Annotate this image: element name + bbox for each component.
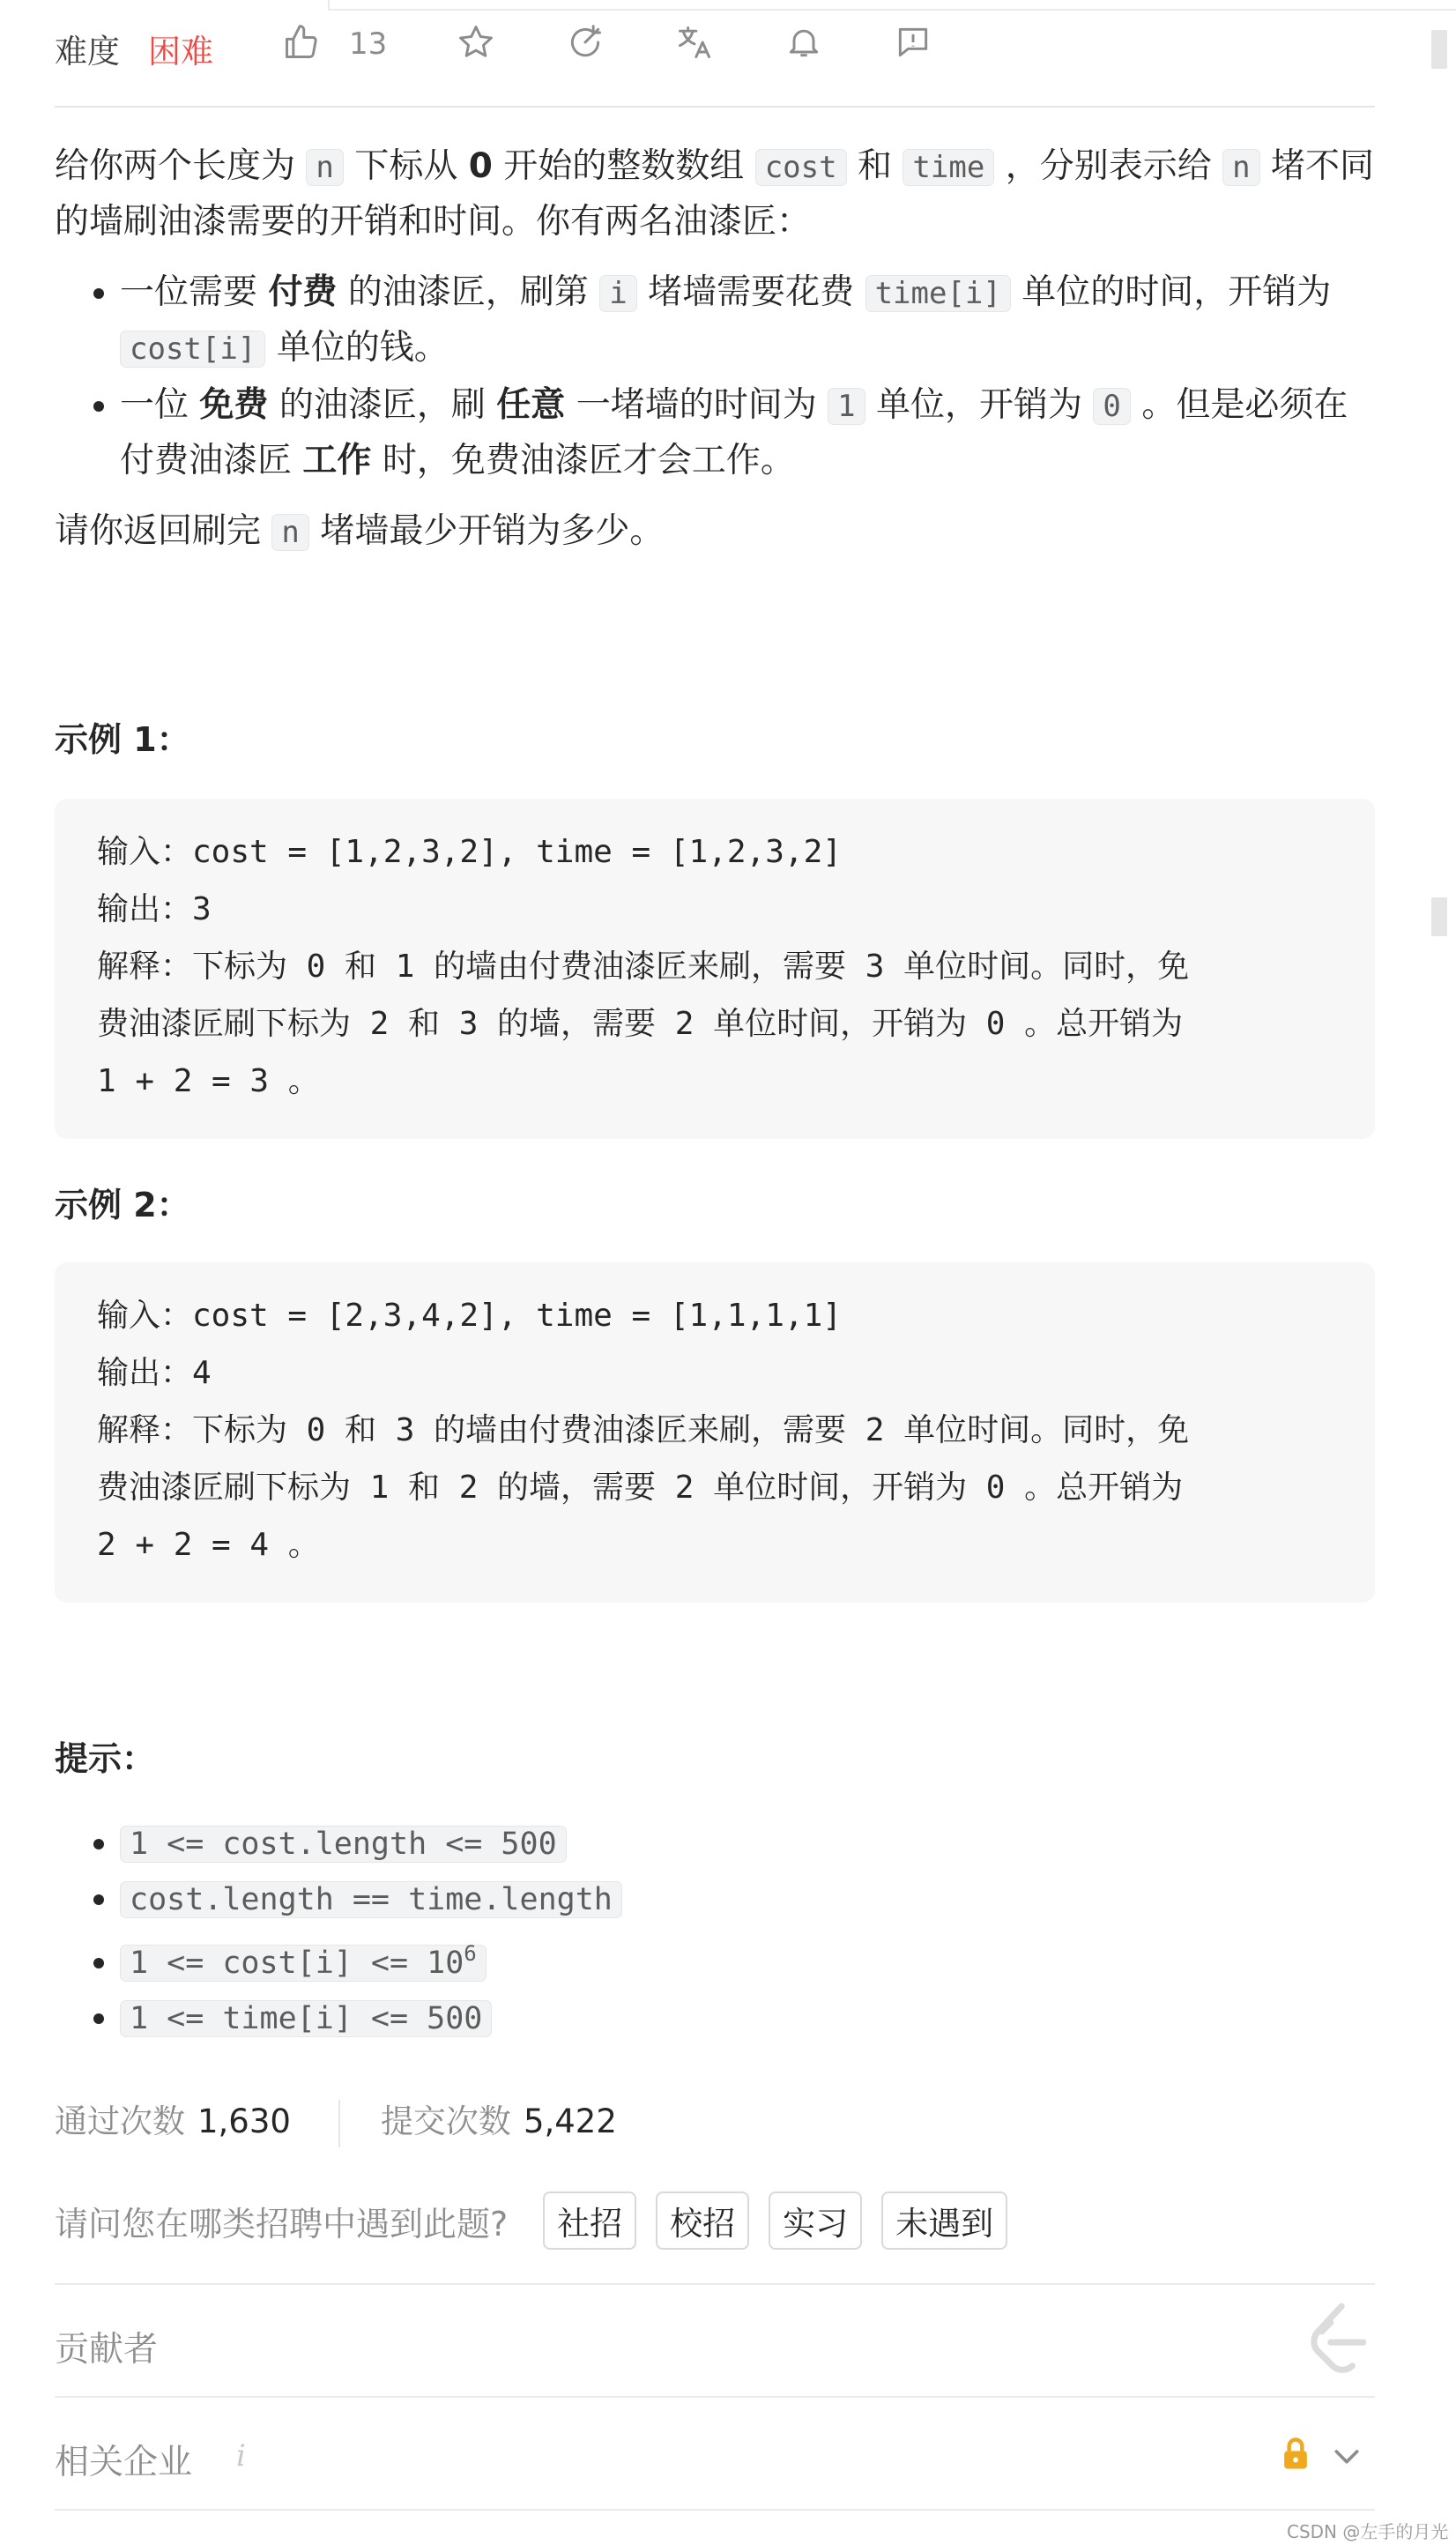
- inline-code: n: [271, 514, 308, 551]
- section-divider: [55, 2283, 1375, 2285]
- related-companies-section[interactable]: 相关企业: [55, 2443, 193, 2482]
- inline-code: 1 <= time[i] <= 500: [120, 2000, 492, 2037]
- example-explanation: 1 + 2 = 3 。: [97, 1063, 320, 1099]
- example-2-block: [55, 1262, 1375, 1603]
- inline-code: 1: [828, 388, 865, 425]
- text: 和: [858, 146, 893, 186]
- inline-code: time: [903, 149, 994, 186]
- text: 单位的钱。: [276, 328, 449, 368]
- campus-hire-button[interactable]: 校招: [656, 2192, 749, 2250]
- like-count: 13: [349, 26, 388, 62]
- submitted-label: 提交次数: [380, 2102, 511, 2140]
- difficulty-badge: 困难: [148, 33, 213, 71]
- star-icon[interactable]: [457, 23, 495, 62]
- leetcode-logo-icon: [1301, 2299, 1375, 2378]
- list-item-free-painter: [120, 378, 1375, 488]
- text: 堵不同的墙刷油漆需要的开销和时间。你有两名油漆匠：: [55, 146, 1375, 242]
- toolbar-divider: [55, 106, 1375, 108]
- lock-icon: [1276, 2435, 1315, 2474]
- example-1-title: 示例 1：: [55, 720, 190, 759]
- list-item: [120, 1816, 1440, 1872]
- exponent: 6: [464, 1941, 477, 1966]
- example-explanation: 解释：下标为 0 和 3 的墙由付费油漆匠来刷，需要 2 单位时间。同时，免: [97, 1412, 1190, 1448]
- text: 堵墙最少开销为多少。: [320, 511, 665, 551]
- constraints-list: [55, 1816, 1440, 2046]
- text: 堵墙需要花费: [648, 272, 855, 312]
- example-output: 输出：3: [97, 891, 212, 927]
- inline-code: i: [599, 275, 636, 312]
- chevron-down-icon[interactable]: [1329, 2438, 1364, 2474]
- stats-divider: [338, 2100, 340, 2147]
- share-icon[interactable]: [566, 23, 605, 62]
- bold-text: 免费: [199, 385, 269, 425]
- inline-code: 0: [1093, 388, 1130, 425]
- interview-question: 请问您在哪类招聘中遇到此题?: [55, 2204, 509, 2244]
- example-input: 输入：cost = [2,3,4,2], time = [1,1,1,1]: [97, 1298, 842, 1334]
- bold-text: 付费: [268, 272, 338, 312]
- section-divider: [55, 2509, 1375, 2511]
- list-item: [120, 1872, 1440, 1927]
- accepted-value: 1,630: [197, 2102, 291, 2140]
- example-explanation: 费油漆匠刷下标为 1 和 2 的墙，需要 2 单位时间，开销为 0 。总开销为: [97, 1470, 1184, 1506]
- example-input: 输入：cost = [1,2,3,2], time = [1,2,3,2]: [97, 834, 842, 870]
- text: 开始的整数数组: [503, 146, 745, 186]
- bold-text: 工作: [302, 441, 372, 480]
- thumbs-up-icon[interactable]: [282, 23, 321, 62]
- list-item-paid-painter: [120, 265, 1375, 376]
- text: 给你两个长度为: [55, 146, 296, 186]
- description-paragraph: [55, 139, 1375, 249]
- inline-code: [120, 1941, 487, 1982]
- text: 一位需要: [120, 272, 258, 312]
- inline-code: 1 <= cost.length <= 500: [120, 1826, 567, 1863]
- not-encountered-button[interactable]: 未遇到: [881, 2192, 1007, 2250]
- inline-code: n: [306, 149, 343, 186]
- interview-survey: [55, 2192, 1027, 2248]
- text: 的油漆匠，刷第: [347, 272, 589, 312]
- inline-code: cost: [755, 149, 847, 186]
- social-hire-button[interactable]: 社招: [543, 2192, 636, 2250]
- example-2-title: 示例 2：: [55, 1186, 190, 1224]
- text: 时，免费油漆匠才会工作。: [382, 441, 795, 480]
- text: 的油漆匠，刷: [279, 385, 486, 425]
- example-explanation: 解释：下标为 0 和 1 的墙由付费油漆匠来刷，需要 3 单位时间。同时，免: [97, 949, 1190, 985]
- text: 单位的时间，开销为: [1021, 272, 1332, 312]
- problem-toolbar: [55, 0, 1375, 88]
- text: 单位，开销为: [876, 385, 1083, 425]
- bell-icon[interactable]: [784, 23, 823, 62]
- feedback-icon[interactable]: [894, 23, 932, 62]
- list-item: [120, 1991, 1440, 2046]
- inline-code: cost.length == time.length: [120, 1881, 622, 1918]
- submission-stats: [55, 2095, 617, 2147]
- text: 一位: [120, 385, 189, 425]
- inline-code: time[i]: [865, 275, 1011, 312]
- scrollbar-marker-mid[interactable]: [1431, 897, 1447, 936]
- watermark: CSDN @左手的月光: [1287, 2521, 1449, 2542]
- internship-button[interactable]: 实习: [769, 2192, 862, 2250]
- text: 下标从: [354, 146, 458, 186]
- text: 一堵墙的时间为: [576, 385, 817, 425]
- problem-description: [55, 139, 1375, 560]
- bold-text: 0: [468, 146, 493, 186]
- example-1-block: [55, 799, 1375, 1139]
- text: 请你返回刷完: [55, 511, 262, 551]
- painter-list: [55, 265, 1375, 488]
- scrollbar-marker-top[interactable]: [1431, 30, 1447, 69]
- example-explanation: 费油漆匠刷下标为 2 和 3 的墙，需要 2 单位时间，开销为 0 。总开销为: [97, 1006, 1184, 1042]
- text: 。但是必须在付费油漆匠: [120, 385, 1348, 480]
- difficulty-label: 难度: [55, 33, 120, 71]
- section-divider: [55, 2396, 1375, 2398]
- example-output: 输出：4: [97, 1355, 212, 1391]
- inline-code: n: [1222, 149, 1259, 186]
- inline-code: cost[i]: [120, 331, 265, 368]
- constraint-text: 1 <= cost[i] <= 10: [130, 1946, 464, 1981]
- list-item: [120, 1927, 1440, 1991]
- text: ，分别表示给: [1005, 146, 1212, 186]
- constraints-title: 提示：: [55, 1739, 156, 1778]
- bold-text: 任意: [496, 385, 566, 425]
- translate-icon[interactable]: [675, 23, 714, 62]
- submitted-value: 5,422: [523, 2102, 617, 2140]
- info-icon[interactable]: i: [236, 2438, 246, 2474]
- description-question: [55, 504, 1375, 560]
- example-explanation: 2 + 2 = 4 。: [97, 1527, 320, 1563]
- accepted-label: 通过次数: [55, 2102, 185, 2140]
- contributors-section[interactable]: 贡献者: [55, 2330, 159, 2370]
